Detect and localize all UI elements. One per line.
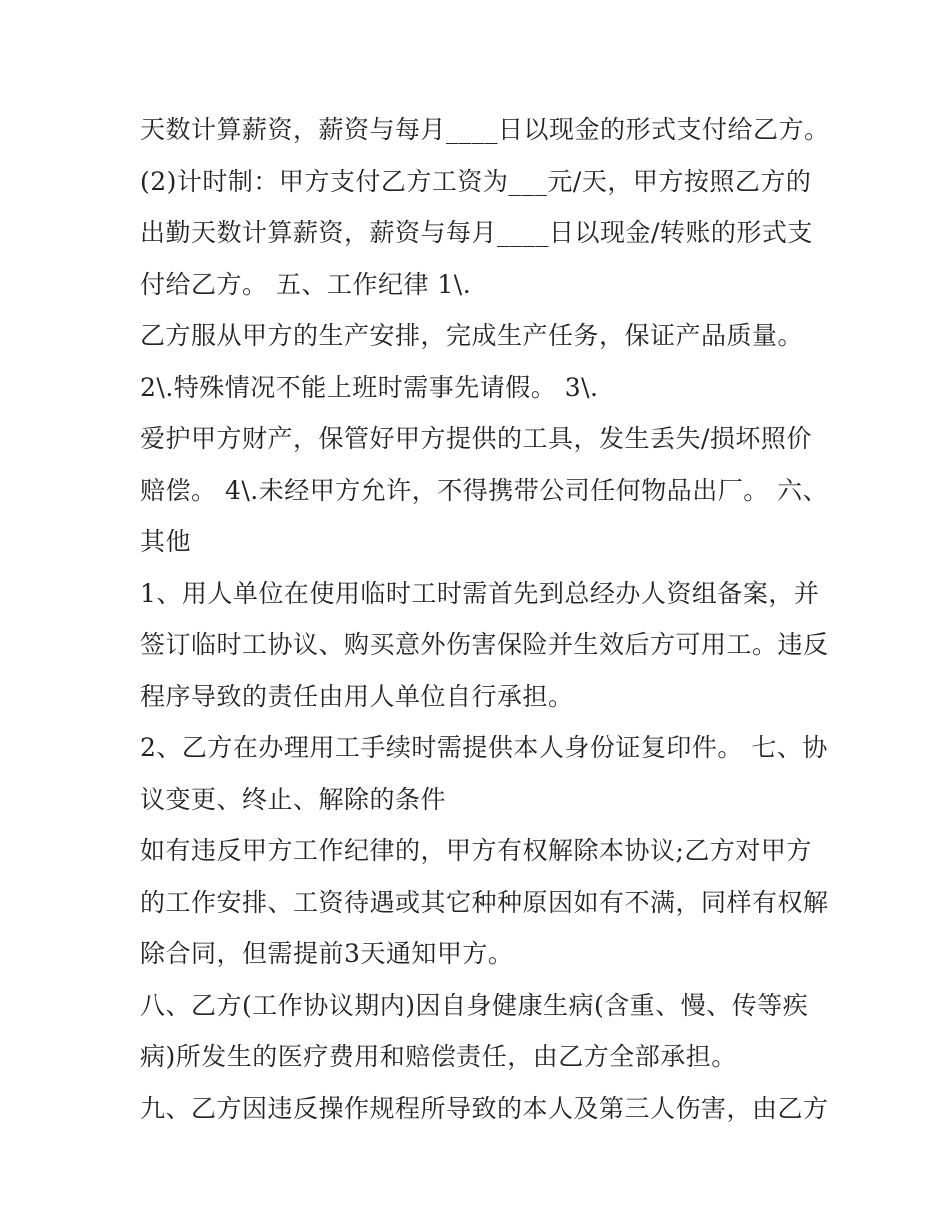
- text-line: 赔偿。 4\.未经甲方允许，不得携带公司任何物品出厂。 六、: [140, 475, 829, 505]
- text-line: 付给乙方。 五、工作纪律 1\.: [140, 269, 472, 299]
- text-line: 2、乙方在办理用工手续时需提供本人身份证复印件。 七、协: [140, 733, 828, 762]
- text-line: 1、用人单位在使用临时工时需首先到总经办人资组备案，并: [140, 578, 820, 608]
- text-line: 乙方服从甲方的生产安排，完成生产任务，保证产品质量。: [140, 321, 804, 350]
- text-line: 的工作安排、工资待遇或其它种种原因如有不满，同样有权解: [140, 887, 829, 917]
- text-line: 出勤天数计算薪资，薪资与每月____日以现金/转账的形式支: [140, 218, 813, 247]
- text-line: 2\.特殊情况不能上班时需事先请假。 3\.: [140, 372, 599, 402]
- text-line: (2)计时制：甲方支付乙方工资为___元/天，甲方按照乙方的: [140, 166, 812, 196]
- text-line: 病)所发生的医疗费用和赔偿责任，由乙方全部承担。: [140, 1042, 737, 1071]
- text-line: 九、乙方因违反操作规程所导致的本人及第三人伤害，由乙方: [140, 1093, 829, 1123]
- text-line: 天数计算薪资，薪资与每月____日以现金的形式支付给乙方。: [140, 115, 830, 144]
- text-line: 议变更、终止、解除的条件: [140, 784, 447, 814]
- text-line: 签订临时工协议、购买意外伤害保险并生效后方可用工。违反: [140, 630, 829, 659]
- document-body: [140, 104, 830, 1134]
- text-line: 程序导致的责任由用人单位自行承担。: [140, 681, 574, 711]
- text-line: 其他: [140, 527, 192, 556]
- text-line: 除合同，但需提前3天通知甲方。: [140, 939, 514, 968]
- text-line: 爱护甲方财产，保管好甲方提供的工具，发生丢失/损坏照价: [140, 424, 812, 453]
- text-line: 八、乙方(工作协议期内)因自身健康生病(含重、慢、传等疾: [140, 990, 809, 1020]
- text-line: 如有违反甲方工作纪律的，甲方有权解除本协议;乙方对甲方: [140, 836, 812, 865]
